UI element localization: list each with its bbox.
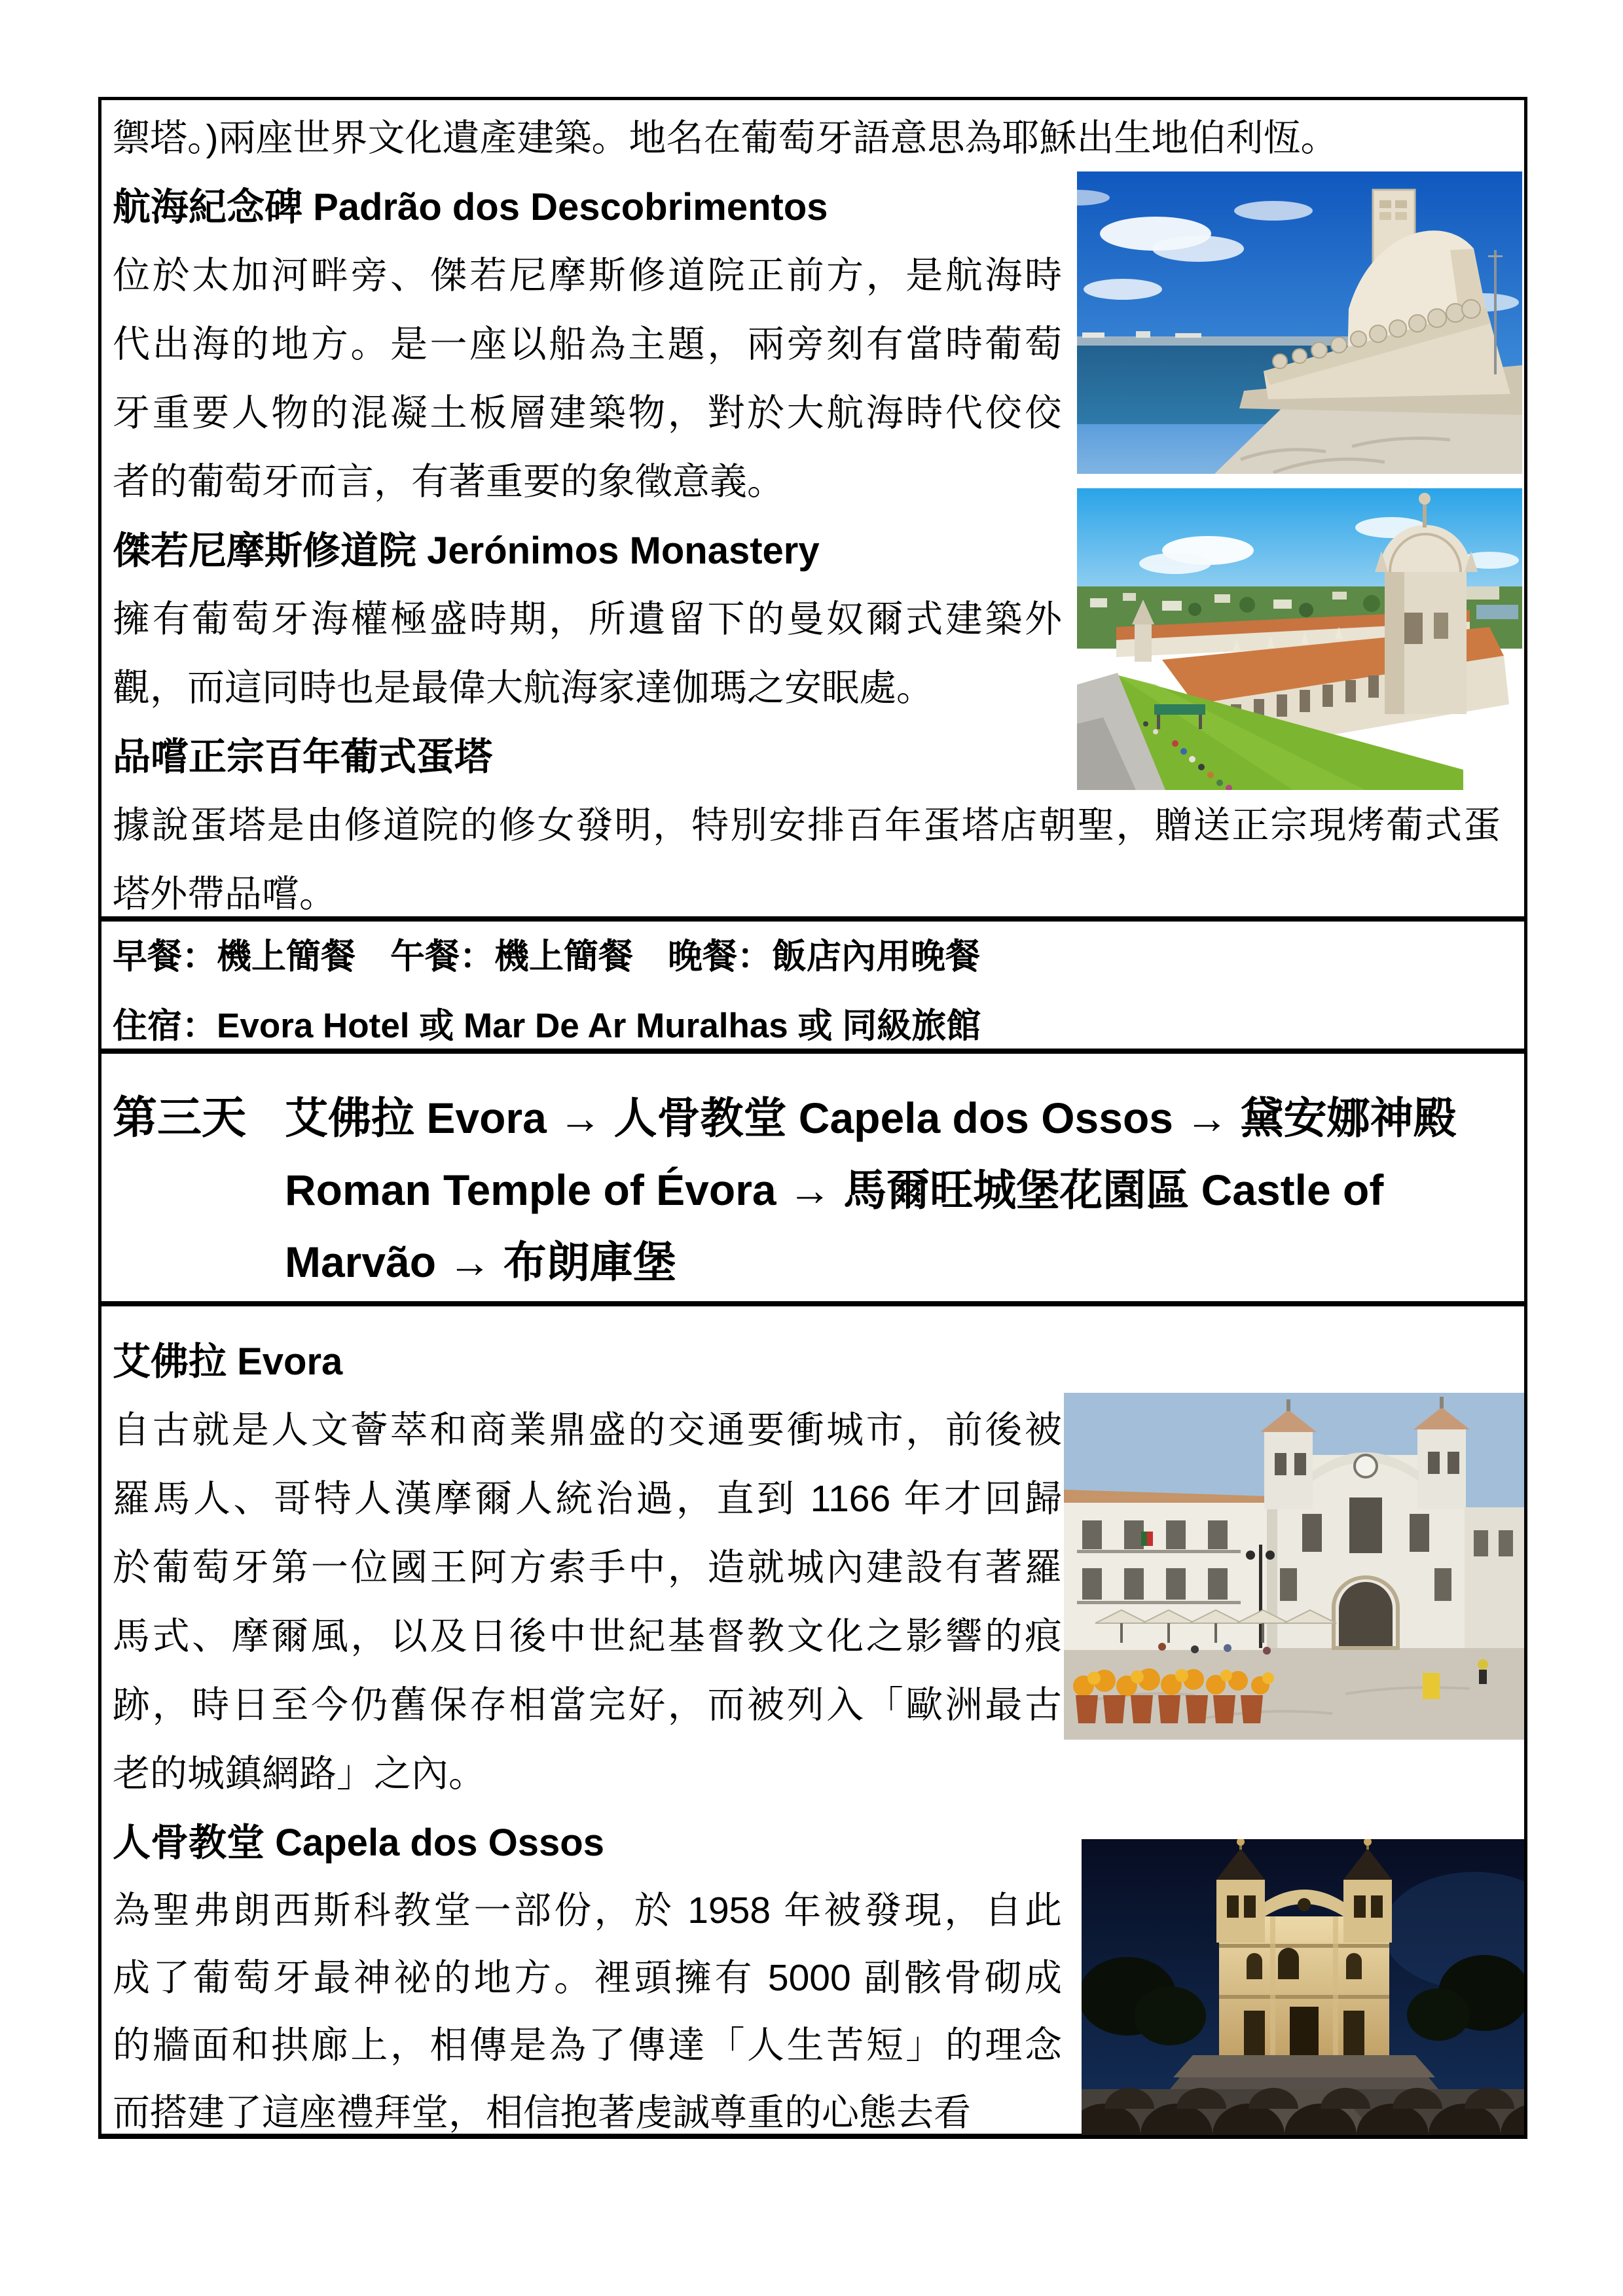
table-border-right (1524, 97, 1527, 2139)
text-line: 馬式、摩爾風，以及日後中世紀基督教文化之影響的痕 (113, 1615, 1062, 1657)
monument-heading: 航海紀念碑 Padrão dos Descobrimentos (113, 186, 828, 228)
table-border-left (98, 97, 101, 2139)
text-line: 位於太加河畔旁、傑若尼摩斯修道院正前方，是航海時 (113, 255, 1062, 296)
text-line: 牙重要人物的混凝土板層建築物，對於大航海時代佼佼 (113, 392, 1062, 434)
egg-tart-heading: 品嚐正宗百年葡式蛋塔 (113, 736, 493, 778)
text-line: 老的城鎮網路」之內。 (113, 1753, 486, 1795)
day3-row (113, 1082, 1501, 1298)
egg-tart-paragraph (113, 791, 1501, 929)
text-line: Roman Temple of Évora → 馬爾旺城堡花園區 Castle of (285, 1166, 1384, 1214)
evora-paragraph (113, 1396, 1062, 1808)
day3-itinerary (285, 1082, 1501, 1298)
text-line: 者的葡萄牙而言，有著重要的象徵意義。 (113, 461, 784, 503)
text-line: 擁有葡萄牙海權極盛時期，所遺留下的曼奴爾式建築外 (113, 598, 1062, 640)
padrao-dos-descobrimentos-photo (1077, 171, 1522, 474)
text-line: Marvão → 布朗庫堡 (285, 1238, 676, 1286)
meals-line: 早餐：機上簡餐 午餐：機上簡餐 晚餐：飯店內用晚餐 (113, 937, 980, 976)
monastery-paragraph (113, 585, 1062, 723)
table-border-top (98, 97, 1527, 100)
text-line: 成了葡萄牙最神祕的地方。裡頭擁有 5000 副骸骨砌成 (113, 1957, 1062, 1999)
capela-dos-ossos-night-photo (1082, 1839, 1524, 2135)
text-line: 羅馬人、哥特人漢摩爾人統治過，直到 1166 年才回歸 (113, 1478, 1062, 1520)
text-line: 跡，時日至今仍舊保存相當完好，而被列入「歐洲最古 (113, 1684, 1062, 1726)
monument-paragraph (113, 242, 1062, 516)
jeronimos-monastery-photo (1077, 488, 1522, 790)
text-line: 為聖弗朗西斯科教堂一部份，於 1958 年被發現，自此 (113, 1890, 1062, 1931)
monastery-heading: 傑若尼摩斯修道院 Jerónimos Monastery (113, 529, 820, 572)
ossos-paragraph (113, 1877, 1062, 2147)
evora-giraldo-square-photo (1064, 1393, 1524, 1740)
intro-line: 禦塔。)兩座世界文化遺產建築。地名在葡萄牙語意思為耶穌出生地伯利恆。 (113, 117, 1338, 159)
text-line: 據說蛋塔是由修道院的修女發明，特別安排百年蛋塔店朝聖，贈送正宗現烤葡式蛋 (113, 804, 1501, 846)
text-line: 的牆面和拱廊上，相傳是為了傳達「人生苦短」的理念 (113, 2024, 1062, 2066)
text-line: 代出海的地方。是一座以船為主題，兩旁刻有當時葡萄 (113, 323, 1062, 365)
text-line: 觀，而這同時也是最偉大航海家達伽瑪之安眠處。 (113, 667, 934, 709)
row-divider-day3-bottom (98, 1301, 1527, 1306)
text-line: 而搭建了這座禮拜堂，相信抱著虔誠尊重的心態去看 (113, 2092, 971, 2134)
text-line: 於葡萄牙第一位國王阿方索手中，造就城內建設有著羅 (113, 1547, 1062, 1588)
ossos-heading: 人骨教堂 Capela dos Ossos (113, 1821, 604, 1864)
text-line: 自古就是人文薈萃和商業鼎盛的交通要衝城市，前後被 (113, 1409, 1062, 1451)
hotel-line: 住宿：Evora Hotel 或 Mar De Ar Muralhas 或 同級旅館 (113, 1007, 981, 1045)
evora-heading: 艾佛拉 Evora (113, 1340, 343, 1383)
text-line: 塔外帶品嚐。 (113, 873, 337, 915)
day3-label: 第三天 (113, 1093, 247, 1143)
text-line: 艾佛拉 Evora → 人骨教堂 Capela dos Ossos → 黛安娜神殿 (285, 1094, 1457, 1142)
